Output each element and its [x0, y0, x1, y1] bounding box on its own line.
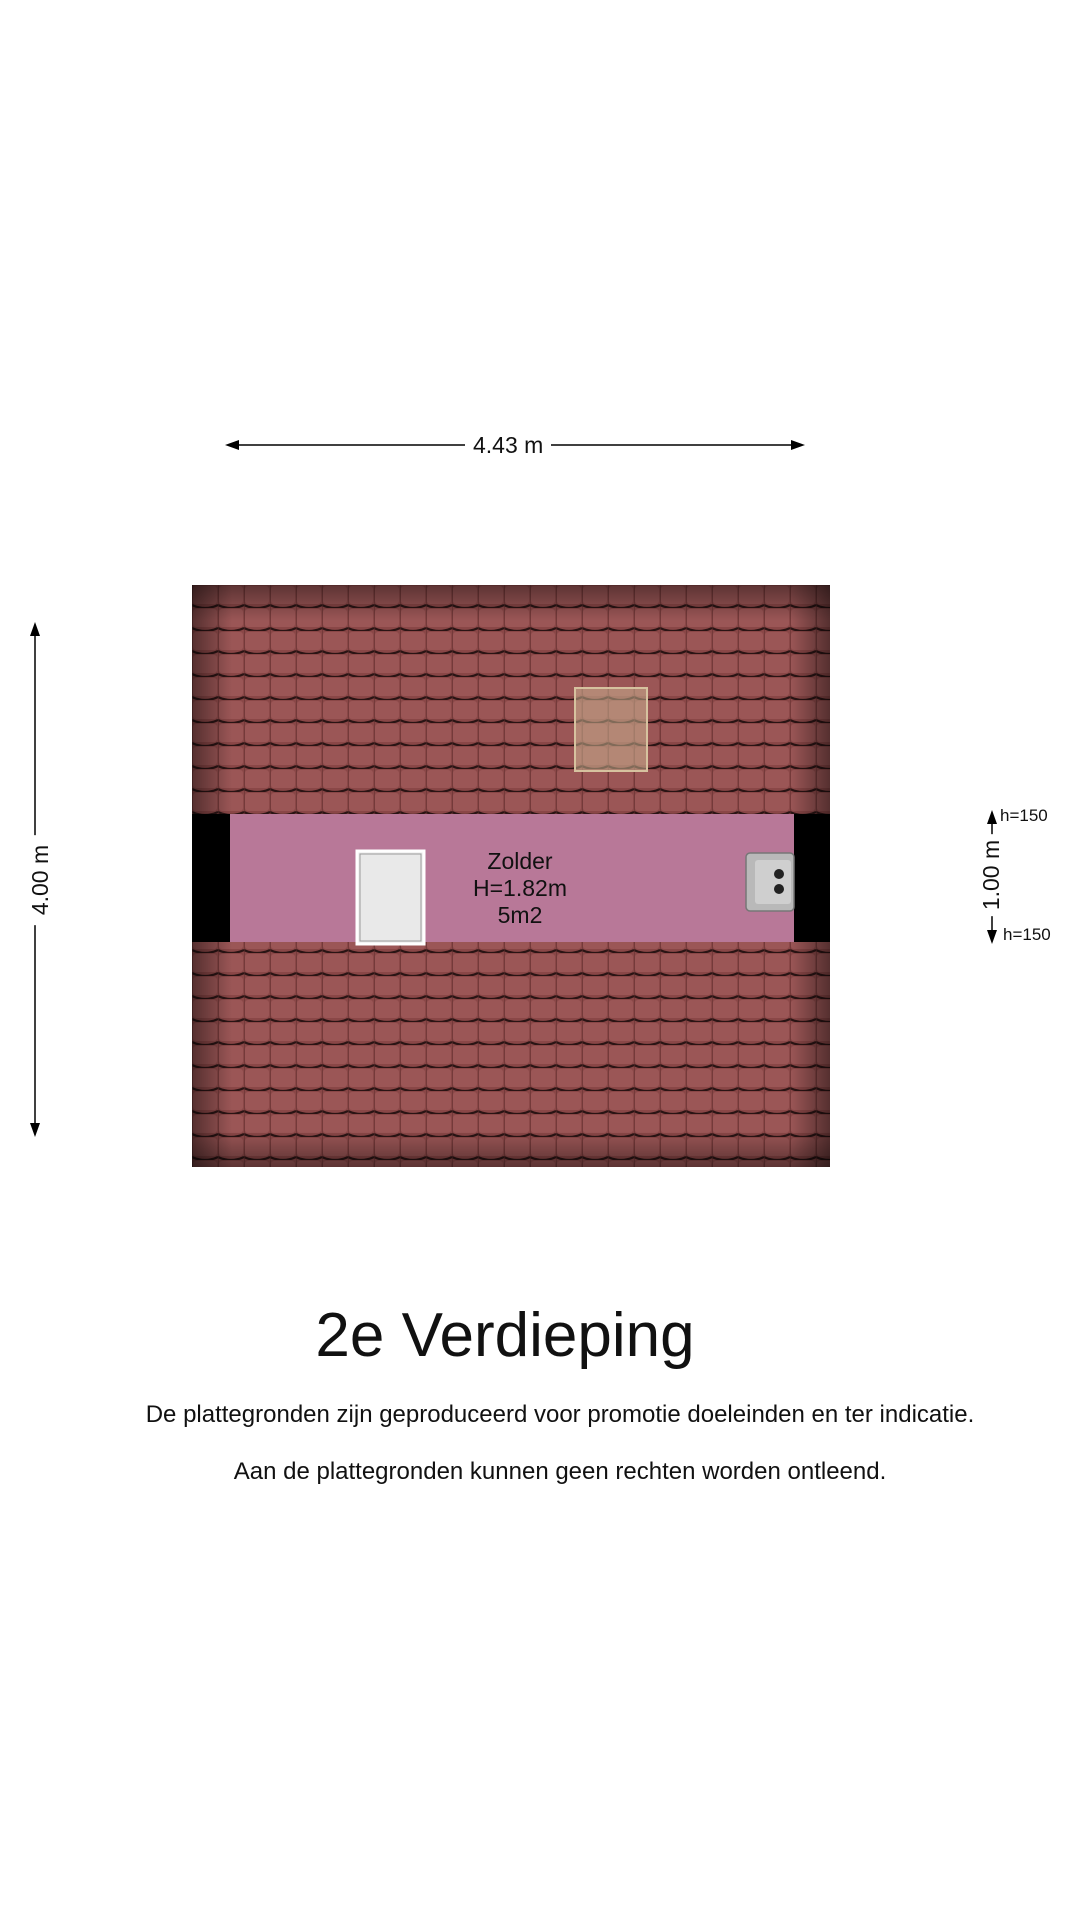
- floor-title: 2e Verdieping: [315, 1301, 695, 1370]
- roof-bottom: [192, 942, 830, 1167]
- stair-hatch: [357, 851, 424, 944]
- wall-right: [794, 814, 830, 942]
- room-height: H=1.82m: [473, 875, 567, 901]
- wall-left: [192, 814, 230, 942]
- disclaimer-line-1: De plattegronden zijn geproduceerd voor promotie doeleinden en ter indicatie.: [145, 1401, 975, 1428]
- room-name: Zolder: [487, 848, 553, 874]
- width-dimension-label: 4.43 m: [465, 431, 551, 459]
- dormer-height-top-label: h=150: [1000, 806, 1048, 825]
- boiler-unit: [746, 853, 794, 911]
- dormer-height-bottom-label: h=150: [1003, 925, 1051, 944]
- disclaimer-line-2: Aan de plattegronden kunnen geen rechten worden ontleend.: [233, 1458, 887, 1485]
- skylight: [575, 688, 647, 771]
- roof-top: [192, 585, 830, 814]
- dormer-dimension-label: 1.00 m: [977, 834, 1005, 916]
- room-area: 5m2: [497, 902, 543, 928]
- depth-dimension-label: 4.00 m: [26, 835, 54, 925]
